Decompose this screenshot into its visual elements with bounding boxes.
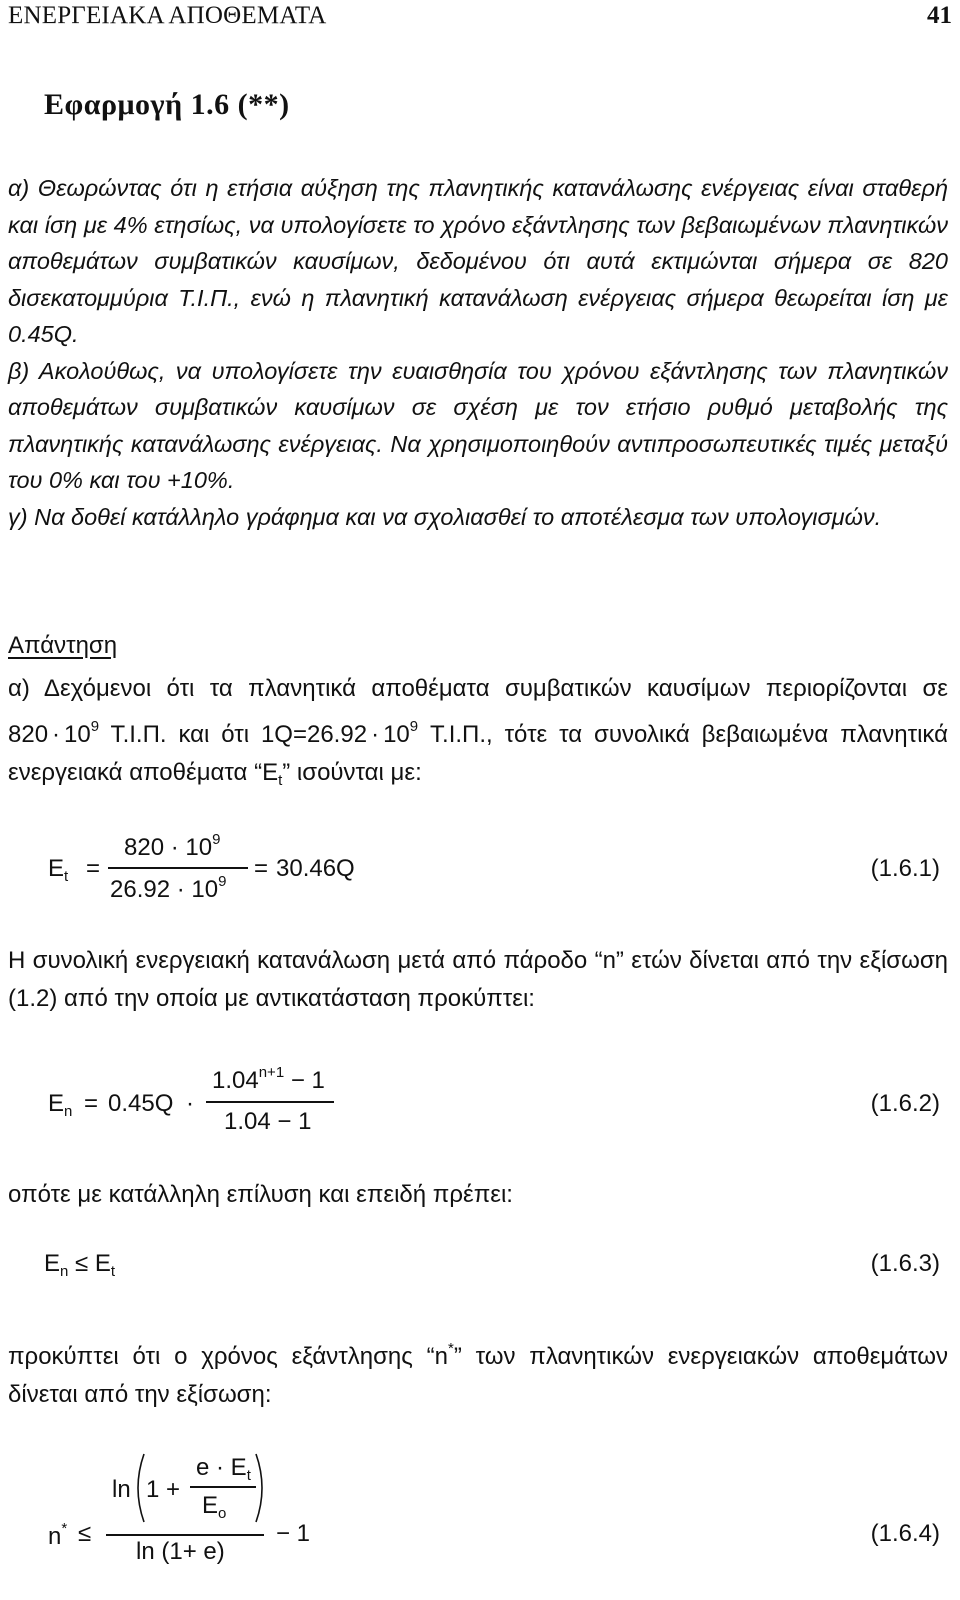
eq1-rhs: 30.46Q — [276, 855, 355, 882]
running-title: ΕΝΕΡΓΕΙΑΚΑ ΑΠΟΘΕΜΑΤΑ — [8, 2, 327, 29]
problem-part-c: γ) Να δοθεί κατάλληλο γράφημα και να σχολιασθεί το αποτέλεσμα των υπολογισμών. — [8, 503, 882, 530]
eq2-dot: · — [186, 1090, 194, 1117]
running-header — [8, 2, 952, 30]
eq3-content: $E_n \le E_t$ — [44, 1250, 116, 1280]
answer-paragraph-4: προκύπτει ότι ο χρόνος εξάντλησης “n*” των πλανητικών ενεργειακών αποθεμάτων δίνεται από την εξίσωση: — [8, 1340, 948, 1408]
answer-paragraph-2: Η συνολική ενεργειακή κατανάλωση μετά από πάροδο “n” ετών δίνεται από την εξίσωση (1.2) από την οποία με αντικατάσταση προκύπτει: — [8, 947, 948, 1012]
problem-part-b: β) Ακολούθως, να υπολογίσετε την ευαισθησία του χρόνου εξάντλησης των πλανητικών αποθεμάτων συμβατικών καυσίμων σε σχέση με τον ετήσιο ρυθμό μεταβολής της πλανητικής κατανάλωσης ενέργειας. Να χρησιμοποιηθούν αντιπροσωπευτικές τιμές μεταξύ του 0% και του +10%. — [8, 357, 948, 493]
eq4-one-plus: 1 + — [146, 1476, 181, 1503]
eq4-inner-fraction-bar — [190, 1486, 256, 1488]
eq2-equals: = — [84, 1090, 99, 1117]
equation-1-6-2 — [0, 1060, 960, 1140]
eq2-lhs: $E_n$ — [48, 1090, 73, 1120]
eq2-coefficient: 0.45Q — [108, 1090, 174, 1117]
eq4-inner-denominator: $E_o$ — [202, 1492, 227, 1522]
eq1-numerator: $820 \cdot 10^9$ — [124, 831, 221, 861]
eq1-number: (1.6.1) — [870, 855, 940, 882]
problem-part-a: α) Θεωρώντας ότι η ετήσια αύξηση της πλανητικής κατανάλωσης ενέργειας είναι σταθερή και ίση με 4% ετησίως, να υπολογίσετε το χρόνο εξάντλησης των βεβαιωμένων πλανητικών αποθεμάτων συμβατικών καυσίμων, δεδομένου ότι αυτά εκτιμώνται σήμερα σε 820 δισεκατομμύρια Τ.Ι.Π., ενώ η πλανητική κατανάλωση ενέργειας σήμερα θεωρείται ίση με 0.45Q. — [8, 175, 948, 347]
eq1-denominator: $26.92 \cdot 10^9$ — [110, 873, 227, 903]
eq2-fraction-bar — [206, 1101, 334, 1103]
eq1-fraction-bar — [108, 867, 248, 869]
eq2-number: (1.6.2) — [870, 1090, 940, 1117]
answer-heading: Απάντηση — [8, 632, 118, 659]
equation-1-6-3 — [0, 1246, 960, 1282]
answer-paragraph-3: οπότε με κατάλληλη επίλυση και επειδή πρέπει: — [8, 1181, 513, 1208]
answer-paragraph-1: α) Δεχόμενοι ότι τα πλανητικά αποθέματα συμβατικών καυσίμων περιορίζονται σε $820 \cdot 10^9$ Τ.Ι.Π. και ότι $1Q=26.92 \cdot 10^9$ Τ.Ι.Π., τότε τα συνολικά βεβαιωμένα πλανητικά ενεργειακά αποθέματα “$E_t$” ισούνται με: — [8, 675, 949, 789]
problem-statement — [8, 170, 948, 535]
eq2-numerator: $1.04^{n+1} - 1$ — [212, 1064, 325, 1094]
eq4-main-fraction-bar — [106, 1534, 264, 1536]
eq1-equals-2: = — [254, 855, 269, 882]
eq4-inner-numerator: $e \cdot E_t$ — [196, 1454, 251, 1484]
eq4-ln-top: ln — [112, 1476, 131, 1503]
eq1-lhs: $E_t$ — [48, 855, 69, 885]
eq4-relation: ≤ — [78, 1520, 92, 1547]
equation-1-6-1 — [0, 825, 960, 905]
equation-1-6-4 — [0, 1440, 960, 1570]
exercise-title: Εφαρμογή 1.6 (**) — [44, 88, 290, 121]
eq2-denominator: 1.04 − 1 — [224, 1108, 312, 1135]
eq4-denominator: ln (1+ e) — [136, 1538, 225, 1565]
eq4-minus-one: − 1 — [276, 1520, 311, 1547]
eq4-number: (1.6.4) — [870, 1520, 940, 1547]
eq4-lhs: n* — [48, 1520, 68, 1550]
eq3-number: (1.6.3) — [870, 1250, 940, 1277]
eq1-equals: = — [86, 855, 101, 882]
page-number: 41 — [927, 2, 952, 29]
